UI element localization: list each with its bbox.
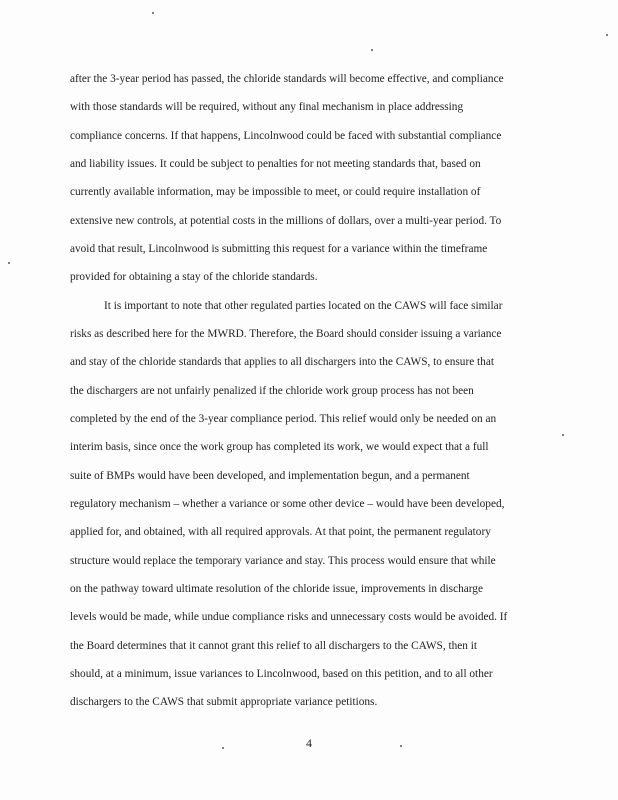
scan-speck <box>222 747 224 749</box>
scan-speck <box>152 12 154 14</box>
text-line: with those standards will be required, without any final mechanism in place addressing <box>70 101 464 113</box>
scan-speck <box>400 745 402 747</box>
text-line: interim basis, since once the work group has completed its work, we would expect that a full <box>70 441 489 453</box>
text-line: the Board determines that it cannot grant this relief to all dischargers to the CAWS, then it <box>70 640 478 652</box>
text-line: on the pathway toward ultimate resolution of the chloride issue, improvements in discharge <box>70 583 483 595</box>
text-line: and liability issues. It could be subject to penalties for not meeting standards that, based on <box>70 158 481 170</box>
paragraph-first-line: It is important to note that other regulated parties located on the CAWS will face similar <box>104 300 503 312</box>
text-line: structure would replace the temporary variance and stay. This process would ensure that while <box>70 555 496 567</box>
text-line: applied for, and obtained, with all required approvals. At that point, the permanent regulatory <box>70 526 491 538</box>
text-line: risks as described here for the MWRD. Therefore, the Board should consider issuing a variance <box>70 328 502 340</box>
text-line: suite of BMPs would have been developed, and implementation begun, and a permanent <box>70 470 470 482</box>
text-line: completed by the end of the 3-year compliance period. This relief would only be needed on an <box>70 413 497 425</box>
text-line: compliance concerns. If that happens, Lincolnwood could be faced with substantial compliance <box>70 130 502 142</box>
scan-speck <box>562 434 564 436</box>
text-line: avoid that result, Lincolnwood is submitting this request for a variance within the timeframe <box>70 243 488 255</box>
text-line: extensive new controls, at potential costs in the millions of dollars, over a multi-year period. To <box>70 215 502 227</box>
scan-speck <box>371 49 373 51</box>
scan-speck <box>606 34 608 36</box>
page-number: 4 <box>306 736 312 750</box>
text-line: should, at a minimum, issue variances to Lincolnwood, based on this petition, and to all other <box>70 668 493 680</box>
scan-speck <box>8 262 10 264</box>
text-line: provided for obtaining a stay of the chloride standards. <box>70 271 318 283</box>
text-line: after the 3-year period has passed, the chloride standards will become effective, and compliance <box>70 73 504 85</box>
text-line: currently available information, may be impossible to meet, or could require installation of <box>70 186 481 198</box>
text-line: and stay of the chloride standards that applies to all dischargers into the CAWS, to ensure that <box>70 356 494 368</box>
text-line: levels would be made, while undue compliance risks and unnecessary costs would be avoided. If <box>70 611 508 623</box>
text-line: the dischargers are not unfairly penalized if the chloride work group process has not been <box>70 385 474 397</box>
text-line: dischargers to the CAWS that submit appropriate variance petitions. <box>70 696 378 708</box>
text-line: regulatory mechanism – whether a variance or some other device – would have been developed, <box>70 498 505 510</box>
